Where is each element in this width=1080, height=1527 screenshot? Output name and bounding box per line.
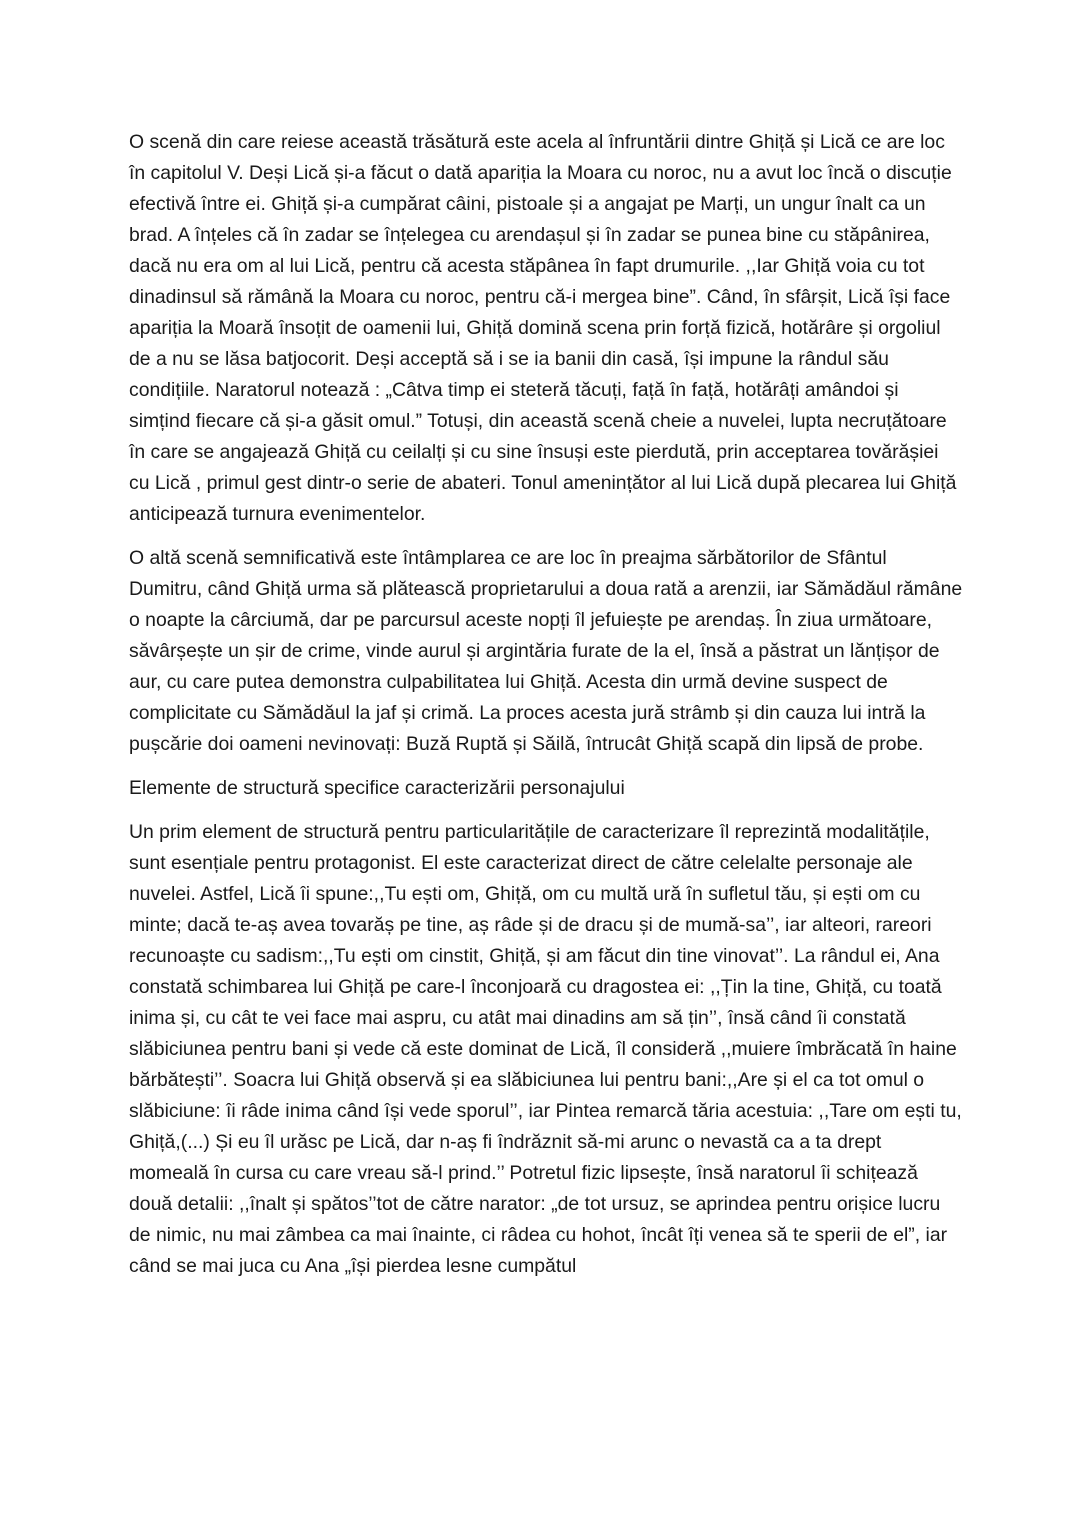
document-page <box>129 127 963 1295</box>
section-subheading: Elemente de structură specifice caracterizării personajului <box>129 777 625 799</box>
paragraph-characterization: Un prim element de structură pentru particularitățile de caracterizare îl reprezintă modalitățile, sunt esențiale pentru protagonist. El este caracterizat direct de către celelalte personaje ale nuvelei. Astfel, Lică îi spune:,,Tu ești om, Ghiță, om cu multă ură în sufletul tău, și ești om cu minte; dacă te-aș avea tovarăș pe tine, aș râde și de dracu și de mumă-sa’’, iar alteori, rareori recunoaște cu sadism:,,Tu ești om cinstit, Ghiță, și am făcut din tine vinovat’’. La rândul ei, Ana constată schimbarea lui Ghiță pe care-l înconjoară cu dragostea ei: ,,Țin la tine, Ghiță, cu toată inima și, cu cât te vei face mai aspru, cu atât mai dinadins am să țin’’, însă când îi constată slăbiciunea pentru bani și vede că este dominat de Lică, îl consideră ,,muiere îmbrăcată în haine bărbătești’’. Soacra lui Ghiță observă și ea slăbiciunea lui pentru bani:,,Are și el ca tot omul o slăbiciune: îi râde inima când își vede sporul’’, iar Pintea remarcă tăria acestuia: ,,Tare om ești tu, Ghiță,(...) Și eu îl urăsc pe Lică, dar n-aș fi îndrăznit să-mi arunc o nevastă ca a ta drept momeală în cursa cu care vreau să-l prind.’’ Potretul fizic lipsește, însă naratorul îi schițează două detalii: ,,înalt și spătos’’tot de către narator: „de tot ursuz, se aprindea pentru orișice lucru de nimic, nu mai zâmbea ca mai înainte, ci râdea cu hohot, încât îți venea să te sperii de el”, iar când se mai juca cu Ana „își pierdea lesne cumpătul <box>129 821 962 1277</box>
paragraph-sfantul-dumitru-scene: O altă scenă semnificativă este întâmplarea ce are loc în preajma sărbătorilor de Sfântul Dumitru, când Ghiță urma să plătească proprietarului a doua rată a arenzii, iar Sămădăul rămâne o noapte la cârciumă, dar pe parcursul aceste nopți îl jefuiește pe arendaș. În ziua următoare, săvârșește un șir de crime, vinde aurul și argintăria furate de la el, însă a păstrat un lănțișor de aur, cu care putea demonstra culpabilitatea lui Ghiță. Acesta din urmă devine suspect de complicitate cu Sămădăul la jaf și crimă. La proces acesta jură strâmb și din cauza lui intră la pușcărie doi oameni nevinovați: Buză Ruptă și Săilă, întrucât Ghiță scapă din lipsă de probe. <box>129 547 963 755</box>
paragraph-confrontation-scene: O scenă din care reiese această trăsătură este acela al înfruntării dintre Ghiță și Lică ce are loc în capitolul V. Deși Lică și-a făcut o dată apariția la Moara cu noroc, nu a avut loc încă o discuție efectivă între ei. Ghiță și-a cumpărat câini, pistoale și a angajat pe Marți, un ungur înalt ca un brad. A înțeles că în zadar se înțelegea cu arendașul și în zadar se punea bine cu stăpânirea, dacă nu era om al lui Lică, pentru că acesta stăpânea în fapt drumurile. ,,Iar Ghiță voia cu tot dinadinsul să rămână la Moara cu noroc, pentru că-i mergea bine”. Când, în sfârșit, Lică își face apariția la Moară însoțit de oamenii lui, Ghiță domină scena prin forță fizică, hotărâre și orgoliul de a nu se lăsa batjocorit. Deși acceptă să i se ia banii din casă, își impune la rândul său condițiile. Naratorul notează : „Câtva timp ei steteră tăcuți, față în față, hotărâți amândoi și simțind fiecare că și-a găsit omul.” Totuși, din această scenă cheie a nuvelei, lupta necruțătoare în care se angajează Ghiță cu ceilalți și cu sine însuși este pierdută, prin acceptarea tovărășiei cu Lică , primul gest dintr-o serie de abateri. Tonul amenințător al lui Lică după plecarea lui Ghiță anticipează turnura evenimentelor. <box>129 131 957 525</box>
